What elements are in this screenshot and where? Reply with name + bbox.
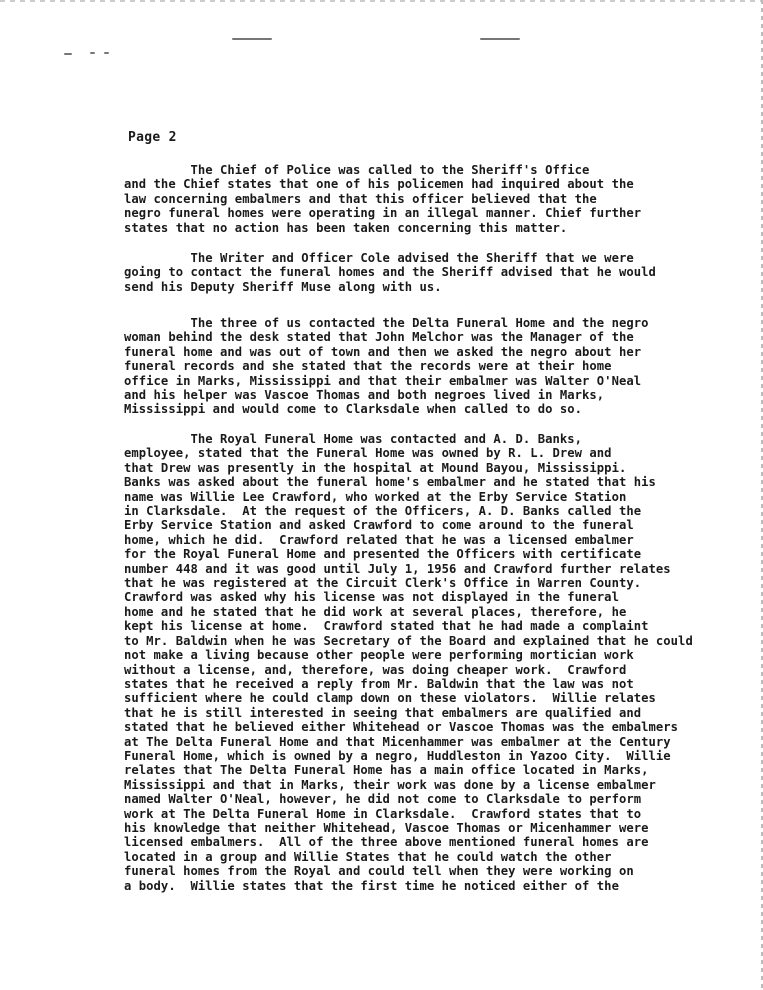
text-line: home, which he did. Crawford related that he was a licensed embalmer <box>124 532 634 547</box>
text-line: sufficient where he could clamp down on these violators. Willie relates <box>124 691 656 706</box>
text-line: in Clarksdale. At the request of the Officers, A. D. Banks called the <box>124 504 642 519</box>
text-line: and the Chief states that one of his policemen had inquired about the <box>124 177 634 192</box>
text-line: Erby Service Station and asked Crawford to come around to the funeral <box>124 518 634 533</box>
page-number: Page 2 <box>128 130 177 145</box>
text-line: that he was registered at the Circuit Clerk's Office in Warren County. <box>124 576 642 591</box>
text-line: funeral homes from the Royal and could tell when they were working on <box>124 864 634 879</box>
text-line: for the Royal Funeral Home and presented the Officers with certificate <box>124 547 642 562</box>
paragraph-writer-and-officer-cole <box>124 251 714 294</box>
text-line: located in a group and Willie States that he could watch the other <box>124 849 612 864</box>
text-line: that Drew was presently in the hospital at Mound Bayou, Mississippi. <box>124 460 627 475</box>
text-line: name was Willie Lee Crawford, who worked at the Erby Service Station <box>124 489 627 504</box>
text-line: states that he received a reply from Mr. Baldwin that the law was not <box>124 676 634 691</box>
text-line: at The Delta Funeral Home and that Micenhammer was embalmer at the Century <box>124 734 671 749</box>
text-line: and his helper was Vascoe Thomas and both negroes lived in Marks, <box>124 388 605 403</box>
text-line: relates that The Delta Funeral Home has a main office located in Marks, <box>124 763 649 778</box>
text-line: going to contact the funeral homes and the Sheriff advised that he would <box>124 265 656 280</box>
text-line: kept his license at home. Crawford stated that he had made a complaint <box>124 619 649 634</box>
text-line: Banks was asked about the funeral home's embalmer and he stated that his <box>124 475 656 490</box>
text-line: number 448 and it was good until July 1, 1956 and Crawford further relates <box>124 561 671 576</box>
text-line: named Walter O'Neal, however, he did not come to Clarksdale to perform <box>124 792 642 807</box>
text-line: to Mr. Baldwin when he was Secretary of the Board and explained that he could <box>124 633 693 648</box>
page-top-edge <box>0 0 763 2</box>
text-line: Crawford was asked why his license was not displayed in the funeral <box>124 590 619 605</box>
text-line: work at The Delta Funeral Home in Clarksdale. Crawford states that to <box>124 806 642 821</box>
scan-mark <box>104 52 109 54</box>
text-line: negro funeral homes were operating in an illegal manner. Chief further <box>124 206 642 221</box>
text-line: home and he stated that he did work at several places, therefore, he <box>124 604 627 619</box>
text-line: The three of us contacted the Delta Funeral Home and the negro <box>124 316 649 330</box>
text-line: office in Marks, Mississippi and that their embalmer was Walter O'Neal <box>124 373 642 388</box>
text-line: The Writer and Officer Cole advised the Sheriff that we were <box>124 251 634 265</box>
text-line: The Royal Funeral Home was contacted and A. D. Banks, <box>124 432 583 446</box>
text-line: licensed embalmers. All of the three above mentioned funeral homes are <box>124 835 649 850</box>
scan-mark <box>232 38 272 40</box>
text-line: Mississippi and would come to Clarksdale when called to do so. <box>124 402 583 417</box>
text-line: funeral records and she stated that the records were at their home <box>124 359 612 374</box>
scan-mark <box>90 52 95 54</box>
text-line: states that no action has been taken concerning this matter. <box>124 220 568 235</box>
text-line: without a license, and, therefore, was doing cheaper work. Crawford <box>124 662 627 677</box>
text-line: send his Deputy Sheriff Muse along with us. <box>124 279 442 294</box>
text-line: Funeral Home, which is owned by a negro, Huddleston in Yazoo City. Willie <box>124 748 671 763</box>
text-line: employee, stated that the Funeral Home was owned by R. L. Drew and <box>124 446 612 461</box>
text-line: a body. Willie states that the first time he noticed either of the <box>124 878 619 893</box>
text-line: stated that he believed either Whitehead or Vascoe Thomas was the embalmers <box>124 720 679 735</box>
text-line: that he is still interested in seeing that embalmers are qualified and <box>124 705 642 720</box>
text-line: law concerning embalmers and that this officer believed that the <box>124 191 597 206</box>
paragraph-chief-of-police <box>124 163 714 235</box>
paragraph-royal-funeral-home <box>124 432 714 893</box>
scan-mark <box>64 53 72 55</box>
text-line: not make a living because other people were performing mortician work <box>124 648 634 663</box>
text-line: woman behind the desk stated that John Melchor was the Manager of the <box>124 330 634 345</box>
text-line: Mississippi and that in Marks, their work was done by a license embalmer <box>124 777 656 792</box>
paragraph-delta-funeral-home <box>124 316 714 417</box>
text-line: funeral home and was out of town and then we asked the negro about her <box>124 344 642 359</box>
text-line: his knowledge that neither Whitehead, Vascoe Thomas or Micenhammer were <box>124 820 649 835</box>
text-line: The Chief of Police was called to the Sheriff's Office <box>124 163 590 177</box>
scan-mark <box>480 38 520 40</box>
